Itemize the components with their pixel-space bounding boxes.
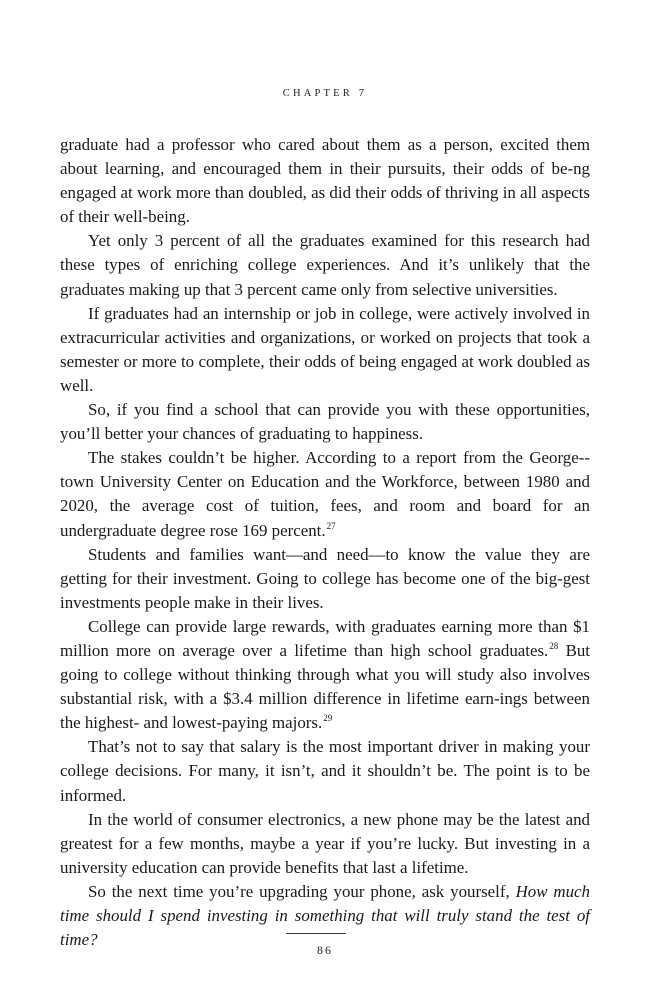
paragraph [60,229,590,301]
endnote-marker: 29 [323,713,333,724]
paragraph [60,302,590,398]
paragraph [60,808,590,880]
paragraph-text: graduate had a professor who cared about them as a person, excited them about learning, and encouraged them in their pursuits, their odds of be-ng engaged at work more than doubled, as did their odds of thriving in all aspects of their well-being. [60,135,590,227]
paragraph-text: Yet only 3 percent of all the graduates examined for this research had these types of enriching college experiences. And it’s unlikely that the graduates making up that 3 percent came only from selective universities. [60,231,590,299]
paragraph-text: But going to college without thinking through what you will study also involves substantial risk, with a $3.4 million difference in lifetime earn-ings between the highest- and lowest-paying majors. [60,640,590,733]
paragraph-text: That’s not to say that salary is the most important driver in making your college decisions. For many, it isn’t, and it shouldn’t be. The point is to be informed. [60,737,590,805]
paragraph [60,133,590,229]
paragraph [60,398,590,446]
paragraph-text: College can provide large rewards, with graduates earning more than $1 million more on average over a lifetime than high school graduates. [60,616,590,660]
paragraph-text: If graduates had an internship or job in college, were actively involved in extracurricular activities and organizations, or worked on projects that took a semester or more to complete, their odds of being engaged at work doubled as well. [60,303,590,395]
italic-question: How much time should I spend investing in something that will truly stand the test of time? [60,881,590,950]
body-text [60,133,590,952]
paragraph-text: So the next time you’re upgrading your phone, ask yourself, [88,881,516,901]
paragraph [60,735,590,807]
page-number: 86 [317,943,333,957]
paragraph [60,880,590,952]
paragraph [60,543,590,615]
paragraph-text: The stakes couldn’t be higher. According to a report from the George-town University Center on Education and the Workforce, between 1980 and 2020, the average cost of tuition, fees, and room and board for an undergraduate degree rose 169 percent. [60,448,590,540]
running-head: CHAPTER 7 [282,88,368,99]
folio-rule [286,933,346,934]
endnote-marker: 28 [549,640,559,651]
paragraph [60,446,590,542]
paragraph-text: So, if you find a school that can provide you with these opportunities, you’ll better your chances of graduating to happiness. [60,400,590,444]
paragraph-text: In the world of consumer electronics, a new phone may be the latest and greatest for a few months, maybe a year if you’re lucky. But investing in a university education can provide benefits that last a lifetime. [60,809,590,877]
endnote-marker: 27 [326,520,336,531]
paragraph-text: Students and families want—and need—to know the value they are getting for their investment. Going to college has become one of the big-gest investments people make in their lives. [60,544,590,612]
paragraph [60,615,590,735]
